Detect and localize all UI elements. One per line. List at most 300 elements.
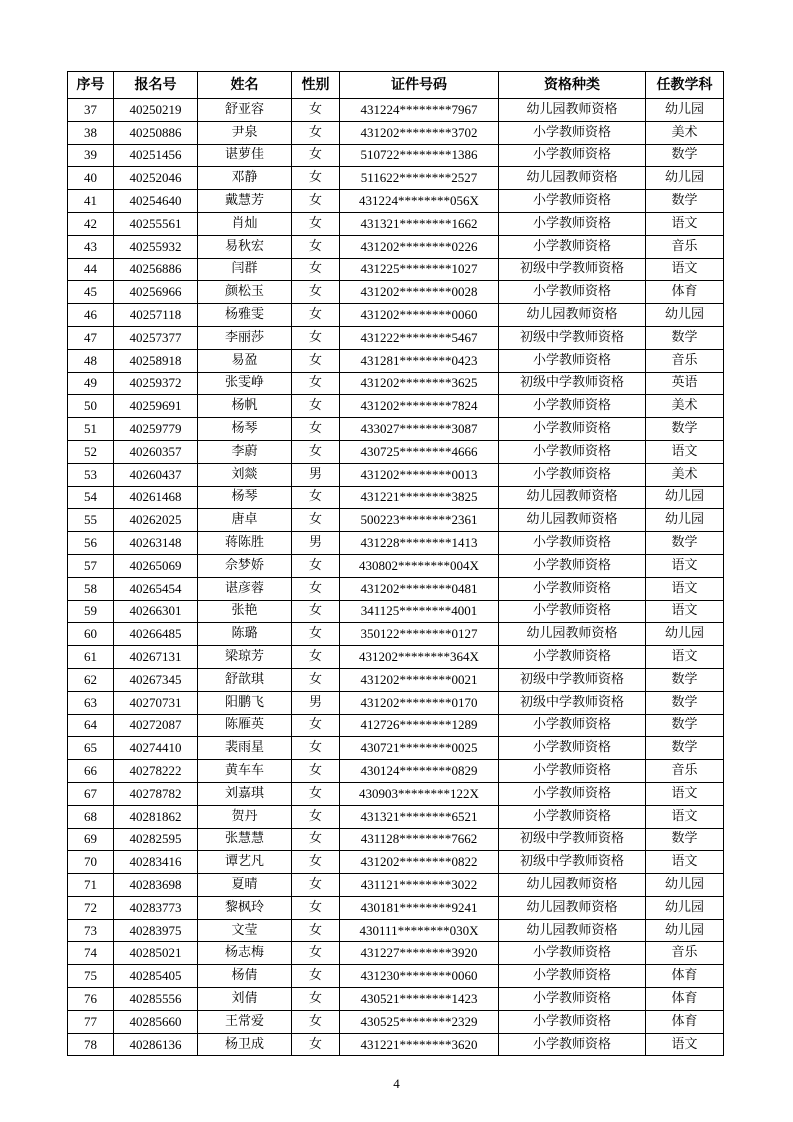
- cell-index: 42: [68, 212, 114, 235]
- cell-index: 76: [68, 988, 114, 1011]
- cell-qualification: 小学教师资格: [499, 1033, 646, 1056]
- cell-subject: 语文: [646, 782, 724, 805]
- table-row: [68, 463, 724, 486]
- cell-name: 李丽莎: [198, 326, 292, 349]
- cell-subject: 数学: [646, 691, 724, 714]
- cell-index: 41: [68, 190, 114, 213]
- table-row: [68, 714, 724, 737]
- cell-id-number: 431221********3620: [340, 1033, 499, 1056]
- cell-id-number: 430725********4666: [340, 440, 499, 463]
- cell-subject: 数学: [646, 737, 724, 760]
- table-row: [68, 167, 724, 190]
- cell-qualification: 小学教师资格: [499, 737, 646, 760]
- table-row: [68, 668, 724, 691]
- cell-index: 55: [68, 509, 114, 532]
- cell-id-number: 431224********7967: [340, 99, 499, 122]
- cell-gender: 女: [292, 372, 340, 395]
- table-row: [68, 554, 724, 577]
- cell-qualification: 小学教师资格: [499, 190, 646, 213]
- cell-id-number: 431202********0060: [340, 304, 499, 327]
- cell-qualification: 幼儿园教师资格: [499, 167, 646, 190]
- cell-subject: 体育: [646, 988, 724, 1011]
- cell-gender: 女: [292, 965, 340, 988]
- cell-gender: 女: [292, 167, 340, 190]
- cell-id-number: 431128********7662: [340, 828, 499, 851]
- cell-qualification: 小学教师资格: [499, 440, 646, 463]
- cell-id-number: 431202********3702: [340, 121, 499, 144]
- candidate-table: [67, 71, 724, 1056]
- cell-name: 谭艺凡: [198, 851, 292, 874]
- cell-gender: 女: [292, 190, 340, 213]
- cell-index: 63: [68, 691, 114, 714]
- cell-id-number: 431202********0481: [340, 577, 499, 600]
- cell-registration-no: 40272087: [114, 714, 198, 737]
- cell-name: 邓静: [198, 167, 292, 190]
- cell-gender: 女: [292, 258, 340, 281]
- cell-name: 谌萝佳: [198, 144, 292, 167]
- cell-subject: 幼儿园: [646, 919, 724, 942]
- cell-name: 张艳: [198, 600, 292, 623]
- cell-gender: 女: [292, 304, 340, 327]
- cell-subject: 数学: [646, 190, 724, 213]
- cell-qualification: 幼儿园教师资格: [499, 486, 646, 509]
- cell-gender: 男: [292, 463, 340, 486]
- cell-gender: 女: [292, 646, 340, 669]
- cell-subject: 语文: [646, 212, 724, 235]
- cell-index: 61: [68, 646, 114, 669]
- cell-gender: 女: [292, 440, 340, 463]
- cell-registration-no: 40250886: [114, 121, 198, 144]
- cell-registration-no: 40267131: [114, 646, 198, 669]
- cell-registration-no: 40262025: [114, 509, 198, 532]
- cell-subject: 幼儿园: [646, 99, 724, 122]
- cell-subject: 语文: [646, 600, 724, 623]
- cell-id-number: 412726********1289: [340, 714, 499, 737]
- cell-qualification: 小学教师资格: [499, 646, 646, 669]
- cell-registration-no: 40270731: [114, 691, 198, 714]
- cell-index: 73: [68, 919, 114, 942]
- cell-id-number: 431224********056X: [340, 190, 499, 213]
- cell-gender: 女: [292, 509, 340, 532]
- cell-registration-no: 40283773: [114, 896, 198, 919]
- table-row: [68, 691, 724, 714]
- cell-subject: 音乐: [646, 942, 724, 965]
- cell-id-number: 431202********364X: [340, 646, 499, 669]
- cell-id-number: 431228********1413: [340, 532, 499, 555]
- cell-gender: 女: [292, 828, 340, 851]
- cell-index: 78: [68, 1033, 114, 1056]
- table-row: [68, 828, 724, 851]
- cell-index: 62: [68, 668, 114, 691]
- cell-name: 肖灿: [198, 212, 292, 235]
- cell-registration-no: 40283416: [114, 851, 198, 874]
- cell-name: 易秋宏: [198, 235, 292, 258]
- cell-registration-no: 40251456: [114, 144, 198, 167]
- cell-gender: 女: [292, 623, 340, 646]
- cell-subject: 幼儿园: [646, 167, 724, 190]
- cell-index: 66: [68, 760, 114, 783]
- cell-registration-no: 40278222: [114, 760, 198, 783]
- cell-id-number: 431222********5467: [340, 326, 499, 349]
- cell-index: 54: [68, 486, 114, 509]
- cell-qualification: 幼儿园教师资格: [499, 896, 646, 919]
- cell-name: 阳鹏飞: [198, 691, 292, 714]
- cell-subject: 数学: [646, 326, 724, 349]
- cell-registration-no: 40256886: [114, 258, 198, 281]
- cell-subject: 音乐: [646, 760, 724, 783]
- cell-index: 72: [68, 896, 114, 919]
- cell-id-number: 431202********0013: [340, 463, 499, 486]
- cell-subject: 美术: [646, 395, 724, 418]
- cell-gender: 女: [292, 99, 340, 122]
- cell-gender: 女: [292, 1010, 340, 1033]
- cell-id-number: 430721********0025: [340, 737, 499, 760]
- cell-id-number: 431202********0822: [340, 851, 499, 874]
- cell-name: 黄车车: [198, 760, 292, 783]
- cell-subject: 语文: [646, 1033, 724, 1056]
- cell-registration-no: 40255561: [114, 212, 198, 235]
- cell-id-number: 433027********3087: [340, 418, 499, 441]
- cell-registration-no: 40263148: [114, 532, 198, 555]
- cell-id-number: 430181********9241: [340, 896, 499, 919]
- cell-name: 杨卫成: [198, 1033, 292, 1056]
- cell-qualification: 小学教师资格: [499, 782, 646, 805]
- cell-qualification: 初级中学教师资格: [499, 258, 646, 281]
- cell-registration-no: 40259779: [114, 418, 198, 441]
- cell-name: 刘倩: [198, 988, 292, 1011]
- cell-subject: 英语: [646, 372, 724, 395]
- cell-qualification: 幼儿园教师资格: [499, 304, 646, 327]
- cell-subject: 体育: [646, 281, 724, 304]
- cell-qualification: 小学教师资格: [499, 988, 646, 1011]
- cell-qualification: 小学教师资格: [499, 577, 646, 600]
- cell-registration-no: 40250219: [114, 99, 198, 122]
- table-row: [68, 577, 724, 600]
- cell-id-number: 431281********0423: [340, 349, 499, 372]
- cell-id-number: 430521********1423: [340, 988, 499, 1011]
- cell-id-number: 431321********6521: [340, 805, 499, 828]
- cell-name: 文莹: [198, 919, 292, 942]
- cell-name: 刘燚: [198, 463, 292, 486]
- cell-registration-no: 40285021: [114, 942, 198, 965]
- cell-id-number: 431230********0060: [340, 965, 499, 988]
- cell-name: 夏晴: [198, 874, 292, 897]
- cell-index: 56: [68, 532, 114, 555]
- cell-gender: 女: [292, 121, 340, 144]
- table-row: [68, 1010, 724, 1033]
- cell-registration-no: 40286136: [114, 1033, 198, 1056]
- table-row: [68, 851, 724, 874]
- cell-index: 38: [68, 121, 114, 144]
- cell-id-number: 511622********2527: [340, 167, 499, 190]
- cell-registration-no: 40260357: [114, 440, 198, 463]
- cell-gender: 女: [292, 212, 340, 235]
- cell-subject: 幼儿园: [646, 874, 724, 897]
- table-row: [68, 532, 724, 555]
- cell-qualification: 小学教师资格: [499, 235, 646, 258]
- table-row: [68, 805, 724, 828]
- cell-name: 闫群: [198, 258, 292, 281]
- cell-name: 杨帆: [198, 395, 292, 418]
- header-qualification: 资格种类: [499, 72, 646, 99]
- cell-qualification: 小学教师资格: [499, 144, 646, 167]
- cell-id-number: 431202********0170: [340, 691, 499, 714]
- cell-gender: 女: [292, 600, 340, 623]
- cell-index: 57: [68, 554, 114, 577]
- cell-registration-no: 40267345: [114, 668, 198, 691]
- table-row: [68, 418, 724, 441]
- cell-qualification: 小学教师资格: [499, 965, 646, 988]
- cell-qualification: 小学教师资格: [499, 760, 646, 783]
- cell-index: 67: [68, 782, 114, 805]
- table-row: [68, 1033, 724, 1056]
- cell-qualification: 初级中学教师资格: [499, 372, 646, 395]
- cell-gender: 女: [292, 760, 340, 783]
- cell-registration-no: 40283975: [114, 919, 198, 942]
- cell-index: 75: [68, 965, 114, 988]
- cell-id-number: 431202********7824: [340, 395, 499, 418]
- cell-name: 杨志梅: [198, 942, 292, 965]
- cell-id-number: 430124********0829: [340, 760, 499, 783]
- cell-qualification: 幼儿园教师资格: [499, 623, 646, 646]
- cell-index: 52: [68, 440, 114, 463]
- cell-registration-no: 40260437: [114, 463, 198, 486]
- cell-name: 黎枫玲: [198, 896, 292, 919]
- cell-name: 杨雅雯: [198, 304, 292, 327]
- cell-id-number: 341125********4001: [340, 600, 499, 623]
- table-row: [68, 600, 724, 623]
- cell-registration-no: 40274410: [114, 737, 198, 760]
- cell-name: 陈雁英: [198, 714, 292, 737]
- cell-qualification: 小学教师资格: [499, 532, 646, 555]
- cell-name: 刘嘉琪: [198, 782, 292, 805]
- table-row: [68, 919, 724, 942]
- table-row: [68, 440, 724, 463]
- cell-qualification: 幼儿园教师资格: [499, 509, 646, 532]
- cell-subject: 美术: [646, 121, 724, 144]
- cell-name: 杨琴: [198, 486, 292, 509]
- cell-gender: 女: [292, 737, 340, 760]
- table-row: [68, 965, 724, 988]
- table-row: [68, 99, 724, 122]
- cell-subject: 音乐: [646, 235, 724, 258]
- cell-registration-no: 40261468: [114, 486, 198, 509]
- cell-registration-no: 40259691: [114, 395, 198, 418]
- cell-index: 68: [68, 805, 114, 828]
- cell-name: 舒歆琪: [198, 668, 292, 691]
- cell-gender: 女: [292, 874, 340, 897]
- cell-id-number: 350122********0127: [340, 623, 499, 646]
- cell-name: 张雯峥: [198, 372, 292, 395]
- header-registration-no: 报名号: [114, 72, 198, 99]
- cell-index: 51: [68, 418, 114, 441]
- cell-registration-no: 40282595: [114, 828, 198, 851]
- cell-name: 张慧慧: [198, 828, 292, 851]
- page-number: 4: [393, 1076, 400, 1091]
- cell-id-number: 431121********3022: [340, 874, 499, 897]
- cell-name: 李蔚: [198, 440, 292, 463]
- cell-name: 佘梦娇: [198, 554, 292, 577]
- cell-gender: 女: [292, 577, 340, 600]
- cell-name: 舒亚容: [198, 99, 292, 122]
- cell-id-number: 431202********0028: [340, 281, 499, 304]
- cell-qualification: 小学教师资格: [499, 942, 646, 965]
- cell-qualification: 初级中学教师资格: [499, 691, 646, 714]
- cell-subject: 体育: [646, 965, 724, 988]
- cell-index: 37: [68, 99, 114, 122]
- cell-name: 杨倩: [198, 965, 292, 988]
- cell-qualification: 初级中学教师资格: [499, 851, 646, 874]
- table-row: [68, 623, 724, 646]
- cell-gender: 女: [292, 554, 340, 577]
- cell-index: 59: [68, 600, 114, 623]
- cell-registration-no: 40278782: [114, 782, 198, 805]
- cell-registration-no: 40283698: [114, 874, 198, 897]
- cell-gender: 女: [292, 486, 340, 509]
- cell-name: 唐卓: [198, 509, 292, 532]
- cell-subject: 美术: [646, 463, 724, 486]
- cell-id-number: 431225********1027: [340, 258, 499, 281]
- cell-gender: 女: [292, 805, 340, 828]
- cell-qualification: 小学教师资格: [499, 805, 646, 828]
- cell-index: 49: [68, 372, 114, 395]
- cell-name: 颜松玉: [198, 281, 292, 304]
- cell-index: 65: [68, 737, 114, 760]
- cell-registration-no: 40258918: [114, 349, 198, 372]
- header-index: 序号: [68, 72, 114, 99]
- table-row: [68, 372, 724, 395]
- cell-id-number: 431221********3825: [340, 486, 499, 509]
- table-row: [68, 782, 724, 805]
- cell-id-number: 430802********004X: [340, 554, 499, 577]
- cell-name: 贺丹: [198, 805, 292, 828]
- cell-gender: 女: [292, 782, 340, 805]
- cell-id-number: 500223********2361: [340, 509, 499, 532]
- cell-index: 45: [68, 281, 114, 304]
- cell-index: 74: [68, 942, 114, 965]
- cell-index: 60: [68, 623, 114, 646]
- cell-index: 46: [68, 304, 114, 327]
- table-row: [68, 235, 724, 258]
- table-body: [68, 99, 724, 1056]
- cell-subject: 数学: [646, 418, 724, 441]
- cell-subject: 语文: [646, 577, 724, 600]
- cell-gender: 女: [292, 235, 340, 258]
- cell-qualification: 小学教师资格: [499, 395, 646, 418]
- table-row: [68, 874, 724, 897]
- cell-registration-no: 40254640: [114, 190, 198, 213]
- cell-subject: 幼儿园: [646, 509, 724, 532]
- cell-qualification: 小学教师资格: [499, 121, 646, 144]
- cell-id-number: 430525********2329: [340, 1010, 499, 1033]
- cell-registration-no: 40266485: [114, 623, 198, 646]
- cell-qualification: 初级中学教师资格: [499, 326, 646, 349]
- cell-registration-no: 40285556: [114, 988, 198, 1011]
- table-row: [68, 190, 724, 213]
- cell-registration-no: 40252046: [114, 167, 198, 190]
- cell-gender: 男: [292, 691, 340, 714]
- cell-id-number: 431202********0021: [340, 668, 499, 691]
- table-row: [68, 326, 724, 349]
- cell-subject: 幼儿园: [646, 486, 724, 509]
- cell-qualification: 幼儿园教师资格: [499, 99, 646, 122]
- cell-index: 43: [68, 235, 114, 258]
- cell-qualification: 小学教师资格: [499, 212, 646, 235]
- cell-qualification: 小学教师资格: [499, 463, 646, 486]
- cell-gender: 女: [292, 668, 340, 691]
- cell-index: 40: [68, 167, 114, 190]
- cell-registration-no: 40257118: [114, 304, 198, 327]
- table-row: [68, 760, 724, 783]
- table-row: [68, 737, 724, 760]
- cell-name: 杨琴: [198, 418, 292, 441]
- cell-gender: 女: [292, 919, 340, 942]
- cell-name: 易盈: [198, 349, 292, 372]
- cell-qualification: 小学教师资格: [499, 554, 646, 577]
- table-row: [68, 509, 724, 532]
- cell-qualification: 小学教师资格: [499, 714, 646, 737]
- cell-subject: 语文: [646, 646, 724, 669]
- cell-subject: 语文: [646, 258, 724, 281]
- table-row: [68, 646, 724, 669]
- cell-index: 58: [68, 577, 114, 600]
- cell-qualification: 小学教师资格: [499, 418, 646, 441]
- cell-registration-no: 40265069: [114, 554, 198, 577]
- header-subject: 任教学科: [646, 72, 724, 99]
- cell-registration-no: 40255932: [114, 235, 198, 258]
- cell-qualification: 初级中学教师资格: [499, 668, 646, 691]
- cell-registration-no: 40281862: [114, 805, 198, 828]
- cell-index: 48: [68, 349, 114, 372]
- table-row: [68, 258, 724, 281]
- cell-qualification: 初级中学教师资格: [499, 828, 646, 851]
- cell-qualification: 小学教师资格: [499, 281, 646, 304]
- cell-registration-no: 40259372: [114, 372, 198, 395]
- cell-index: 53: [68, 463, 114, 486]
- header-gender: 性别: [292, 72, 340, 99]
- cell-subject: 体育: [646, 1010, 724, 1033]
- cell-registration-no: 40256966: [114, 281, 198, 304]
- cell-subject: 数学: [646, 144, 724, 167]
- table-row: [68, 988, 724, 1011]
- header-id-number: 证件号码: [340, 72, 499, 99]
- cell-subject: 语文: [646, 805, 724, 828]
- cell-gender: 女: [292, 851, 340, 874]
- cell-name: 谌彦蓉: [198, 577, 292, 600]
- cell-gender: 女: [292, 281, 340, 304]
- cell-qualification: 小学教师资格: [499, 349, 646, 372]
- cell-index: 44: [68, 258, 114, 281]
- cell-registration-no: 40285660: [114, 1010, 198, 1033]
- table-row: [68, 281, 724, 304]
- cell-id-number: 431202********0226: [340, 235, 499, 258]
- table-row: [68, 304, 724, 327]
- cell-index: 39: [68, 144, 114, 167]
- cell-id-number: 431202********3625: [340, 372, 499, 395]
- table-row: [68, 395, 724, 418]
- cell-index: 50: [68, 395, 114, 418]
- cell-id-number: 431227********3920: [340, 942, 499, 965]
- cell-subject: 幼儿园: [646, 304, 724, 327]
- cell-subject: 幼儿园: [646, 623, 724, 646]
- cell-id-number: 510722********1386: [340, 144, 499, 167]
- cell-registration-no: 40257377: [114, 326, 198, 349]
- cell-name: 蒋陈胜: [198, 532, 292, 555]
- cell-name: 戴慧芳: [198, 190, 292, 213]
- cell-subject: 语文: [646, 554, 724, 577]
- cell-subject: 音乐: [646, 349, 724, 372]
- cell-index: 77: [68, 1010, 114, 1033]
